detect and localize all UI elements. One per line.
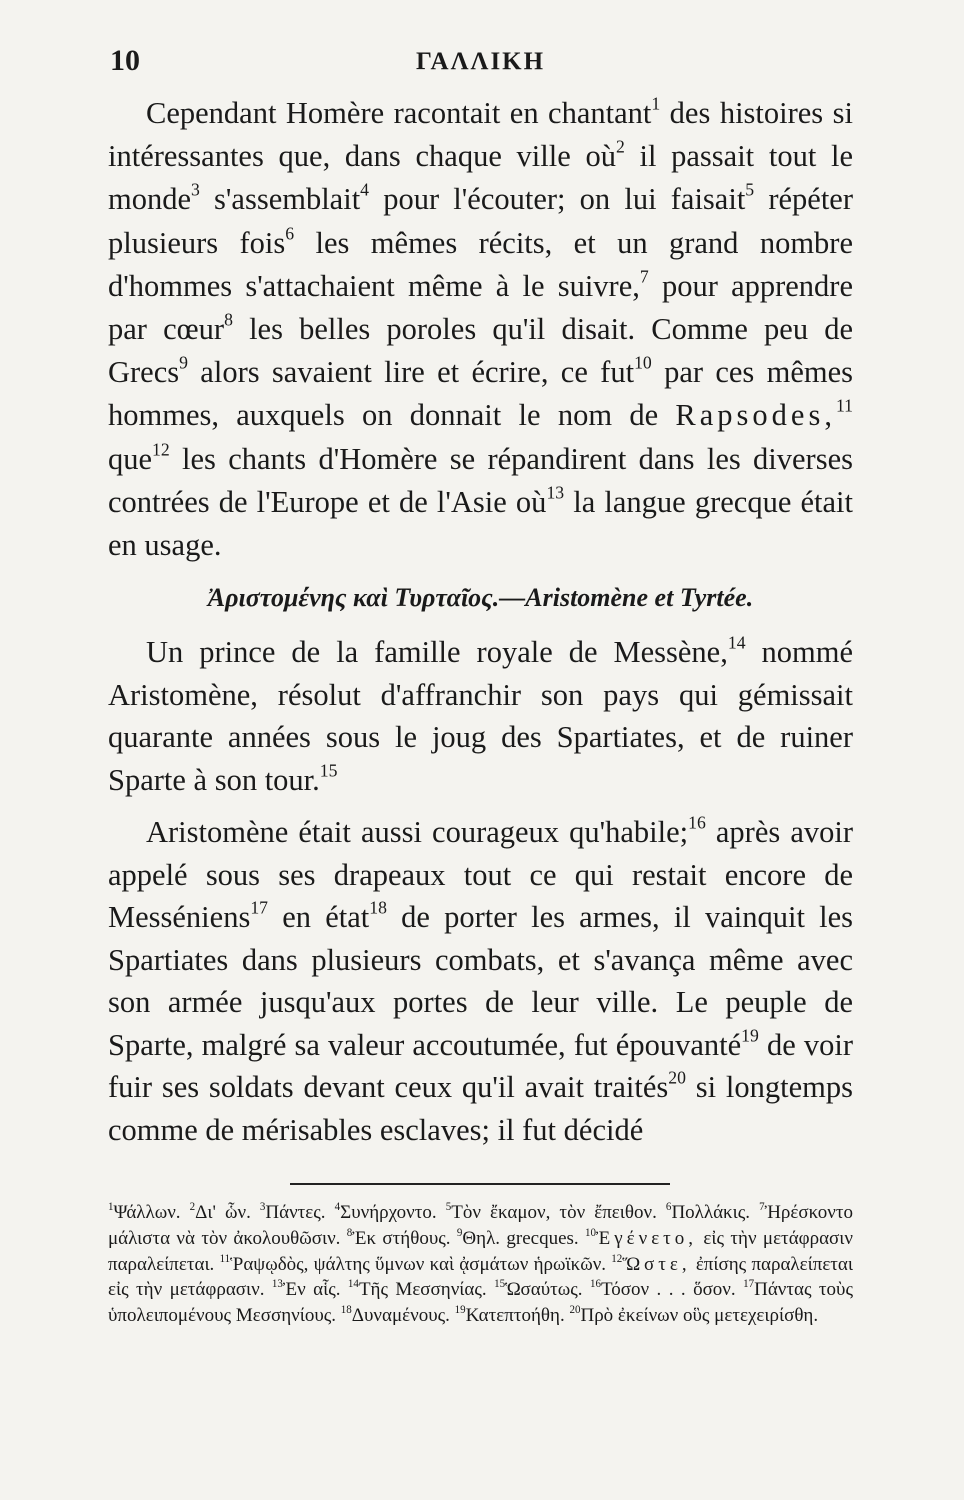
footnote-number: 18 xyxy=(340,1303,352,1316)
footnote-divider xyxy=(290,1183,670,1185)
footnote-text: Ψάλλων. xyxy=(113,1202,190,1223)
running-title: ΓΑΛΛΙΚΗ xyxy=(415,48,546,75)
paragraph-aristomene-1 xyxy=(108,631,853,801)
text-run: pour apprendre par cœur xyxy=(108,268,853,347)
footnote-number: 19 xyxy=(454,1303,466,1316)
text-run: par ces mêmes hommes, auxquels on donnait le nom de xyxy=(108,355,854,433)
footnote-text: εἰς τὴν μετάφρασιν παραλείπεται. xyxy=(108,1227,853,1275)
footnote-ref: 3 xyxy=(191,180,200,201)
page-header xyxy=(108,44,853,84)
text-run: les chants d'Homère se répandirent dans les diverses contrées de l'Europe et de l'Asie où xyxy=(108,441,853,519)
footnote-text: Κατεπτοήθη. xyxy=(465,1305,570,1327)
page-number: 10 xyxy=(110,44,140,77)
footnote-text: Ἐν αἷς. xyxy=(282,1279,348,1301)
text-run: les mêmes récits, et un grand nombre d'hommes s'attachaient même à le suivre, xyxy=(108,225,853,303)
footnote-text: Ὡσαύτως. xyxy=(505,1279,590,1301)
paragraph-gap xyxy=(108,801,853,811)
text-run: Cependant Homère racontait en chantant xyxy=(146,96,652,130)
footnotes xyxy=(108,1200,853,1329)
footnote-ref: 4 xyxy=(360,180,370,201)
footnote-number: 20 xyxy=(569,1303,581,1316)
text-run: répéter plusieurs fois xyxy=(108,182,853,260)
footnote-number: 2 xyxy=(189,1200,196,1213)
footnote-number: 9 xyxy=(456,1226,463,1239)
footnote-number: 14 xyxy=(347,1278,359,1291)
footnote-text: Θηλ. grecques. xyxy=(462,1227,585,1249)
text-run: en état xyxy=(268,900,370,935)
footnote-text: Ἐκ στήθους. xyxy=(352,1227,457,1249)
text-run: de porter les armes, il vainquit les Spartiates dans plusieurs combats, et s'avança même avec son armée jusqu'aux portes de leur ville. Le peuple de Sparte, malgré sa valeur accoutumée, fut épouvanté xyxy=(108,900,853,1062)
footnote-ref: 1 xyxy=(651,93,661,114)
footnote-number: 11 xyxy=(219,1252,231,1265)
footnote-number: 16 xyxy=(589,1278,601,1291)
text-run: s'assemblait xyxy=(199,182,361,217)
footnote-text: Τόσον . . . ὅσον. xyxy=(600,1279,744,1301)
footnote-ref: 14 xyxy=(727,632,746,653)
footnote-ref: 10 xyxy=(634,352,652,373)
footnote-text: Πρὸ ἐκείνων οὓς μετεχειρίσθη. xyxy=(580,1305,819,1327)
footnote-number: 13 xyxy=(271,1278,283,1291)
footnote-spaced-word: Ὥστε, xyxy=(622,1253,691,1275)
footnote-ref: 9 xyxy=(179,352,188,373)
footnote-ref: 15 xyxy=(319,760,338,781)
footnote-text: Τῆς Μεσσηνίας. xyxy=(358,1279,495,1301)
section-heading: Ἀριστομένης καὶ Τυρταῖος.—Aristomène et Tyrtée. xyxy=(207,583,754,613)
footnote-ref: 2 xyxy=(615,136,625,157)
text-run: nommé Aristomène, résolut d'affranchir son pays qui gémissait quarante années sous le joug des Spartiates, et de ruiner Sparte à son tour. xyxy=(108,635,853,797)
text-run: alors savaient lire et écrire, ce fut xyxy=(187,355,635,390)
text-run: la langue grecque était en usage. xyxy=(108,484,853,563)
paragraph-homere xyxy=(108,92,853,567)
footnote-number: 8 xyxy=(346,1226,353,1239)
footnote-ref: 16 xyxy=(688,812,706,833)
spaced-term: Rapsodes, xyxy=(675,398,836,433)
footnote-number: 7 xyxy=(759,1200,765,1213)
footnote-number: 10 xyxy=(585,1226,597,1239)
footnote-ref: 7 xyxy=(639,266,649,287)
footnote-text: Ἠρέσκοντο μάλιστα νὰ τὸν ἀκολουθῶσιν. xyxy=(108,1202,854,1249)
footnote-number: 6 xyxy=(665,1200,672,1213)
text-run: de voir fuir ses soldats devant ceux qu'il avait traités xyxy=(108,1027,853,1105)
text-run: après avoir appelé sous ses drapeaux tout ce qui restait encore de Messéniens xyxy=(108,815,853,935)
footnote-number: 5 xyxy=(445,1200,452,1213)
footnote-number: 3 xyxy=(259,1200,266,1213)
text-run: des histoires si intéressantes que, dans chaque ville où xyxy=(108,96,853,174)
text-run: que xyxy=(108,441,153,476)
text-run: les belles poroles qu'il disait. Comme peu de Grecs xyxy=(108,312,854,390)
text-run: si longtemps comme de mérisables esclaves; il fut décidé xyxy=(108,1070,853,1147)
footnote-number: 12 xyxy=(611,1252,623,1265)
footnote-text: Τὸν ἔκαμον, τὸν ἔπειθον. xyxy=(451,1202,666,1223)
footnote-text: Ῥαψῳδὸς, ψάλτης ὕμνων καὶ ᾀσμάτων ἡρωϊκῶν. xyxy=(230,1253,612,1275)
footnote-text: Πάντες. xyxy=(265,1202,335,1223)
footnote-text: Συνήρχοντο. xyxy=(340,1202,446,1223)
text-run: pour l'écouter; on lui faisait xyxy=(369,182,746,217)
footnote-ref: 18 xyxy=(369,897,387,918)
footnote-text: ἐπίσης παραλείπεται εἰς τὴν μετάφρασιν. xyxy=(108,1253,853,1301)
footnote-spaced-word: Ἐγένετο, xyxy=(596,1227,698,1249)
footnote-number: 4 xyxy=(334,1200,341,1213)
footnote-ref: 5 xyxy=(745,180,755,201)
main-text xyxy=(108,92,853,1151)
footnote-ref: 17 xyxy=(250,897,269,918)
footnote-ref: 8 xyxy=(224,309,233,330)
footnote-text: Πολλάκις. xyxy=(671,1202,760,1223)
footnote-number: 17 xyxy=(743,1278,755,1291)
footnote-ref: 19 xyxy=(741,1025,759,1046)
footnote-ref: 13 xyxy=(546,482,565,503)
paragraph-aristomene-2 xyxy=(108,811,853,1151)
footnote-text: Δι' ὧν. xyxy=(195,1202,260,1223)
footnote-number: 15 xyxy=(494,1278,506,1291)
footnote-number: 1 xyxy=(108,1200,114,1213)
footnote-ref: 11 xyxy=(835,396,853,417)
footnote-text: Δυναμένους. xyxy=(351,1305,455,1327)
footnote-ref: 12 xyxy=(152,439,170,460)
footnote-ref: 20 xyxy=(668,1067,686,1088)
text-run: Un prince de la famille royale de Messène, xyxy=(146,635,728,670)
footnote-ref: 6 xyxy=(285,223,295,244)
text-run: il passait tout le monde xyxy=(108,139,853,217)
footnote-text: Πάντας τοὺς ὑπολειπομένους Μεσσηνίους. xyxy=(108,1279,853,1327)
text-run: Aristomène était aussi courageux qu'habile; xyxy=(146,815,689,850)
